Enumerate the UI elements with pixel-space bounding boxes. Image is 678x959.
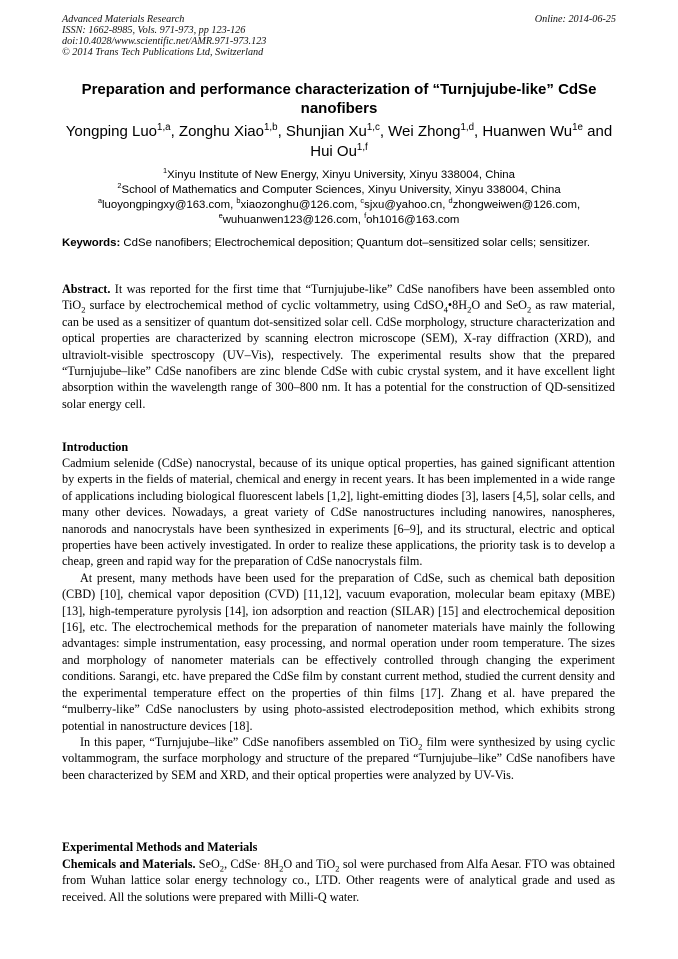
chemicals-paragraph: Chemicals and Materials. SeO$_2$, CdSe· $8H_2O$ and TiO$_2$ sol were purchased from Alfa Aesar. FTO was obtained from Wuhan lattice solar energy technology co., LTD. Other reagents were of analytical grade and used as received. All the solutions were prepared with Milli-Q water. bbox=[62, 857, 615, 904]
email: zhongweiwen@126.com bbox=[452, 199, 577, 211]
author: Hui Ou$^{1,f}$ bbox=[310, 142, 368, 160]
issn-line: ISSN: 1662-8985, Vols. 971-973, pp 123-126 bbox=[62, 25, 246, 36]
author: Yongping Luo$^{1,a}$, bbox=[65, 122, 179, 140]
journal-name: Advanced Materials Research bbox=[62, 14, 185, 25]
introduction-heading: Introduction bbox=[62, 440, 129, 454]
email: wuhuanwen123@126.com bbox=[222, 214, 358, 226]
paragraph: At present, many methods have been used for the preparation of CdSe, such as chemical bath deposition (CBD) [10], chemical vapor deposition (CVD) [11,12], vacuum evaporation, molecular beam epitaxy (MBE) [13], high-temperature pyrolysis [14], ion adsorption and reaction (SILAR) [15] and electrochemical deposition [16], etc. The electrochemical methods for the preparation of nanometer materials have mainly the following advantages: simple instrumentation, easy processing, and normal operation under room temperature. The sizes and morphology of nanometer materials can be effectively controlled through changing the experiment conditions. Sarangi, etc. have prepared the CdSe film by constant current method, studied the current density and the experimental temperature effect on the properties of thin films [17]. Zhang et al. have prepared the “mulberry-like” CdSe nanoclusters by using photo-assisted electrodeposition method, which exhibits strong potential in nanostructure devices [18]. bbox=[62, 570, 615, 733]
affiliations bbox=[55, 168, 623, 228]
author: Shunjian Xu$^{1,c}$, bbox=[285, 122, 389, 140]
doi-line: doi:10.4028/www.scientific.net/AMR.971-973.123 bbox=[62, 36, 267, 47]
author: Huanwen $Wu^{1e}$ and bbox=[482, 122, 613, 140]
introduction-body bbox=[62, 455, 615, 783]
affiliation-2: $^2$School of Mathematics and Computer Sciences, Xinyu University, Xinyu 338004, China bbox=[117, 181, 561, 196]
author: Zonghu Xiao$^{1,b}$, bbox=[178, 122, 286, 140]
paper-title: Preparation and performance characterization of “Turnjujube-like” CdSe nanofibers bbox=[81, 81, 597, 117]
affiliation-1: $^1$Xinyu Institute of New Energy, Xinyu University, Xinyu 338004, China bbox=[163, 166, 515, 181]
copyright-line: © 2014 Trans Tech Publications Ltd, Switzerland bbox=[62, 47, 264, 58]
experimental-heading: Experimental Methods and Materials bbox=[62, 840, 258, 854]
paragraph: In this paper, “Turnjujube–like” CdSe nanofibers assembled on TiO$_2$ film were synthesized by using cyclic voltammogram, the surface morphology and structure of the prepared “Turnjujube–like” CdSe nanofibers have been characterized by SEM and XRD, and their optical properties were analyzed by UV-Vis. bbox=[62, 734, 615, 782]
paragraph: Cadmium selenide (CdSe) nanocrystal, because of its unique optical properties, has gained significant attention by experts in the fields of material, chemical and energy in recent years. It has been implemented in a wide range of applications including biological fluorescent labels [1,2], light-emitting diodes [3], lasers [4,5], solar cells, and many other devices. Nowadays, a great variety of CdSe nanostructures including nanowires, nanospheres, nanorods and nanocrystals have been synthesized in experiments [6–9], and its structural, electric and optical properties have been actively investigated. In order to realize these applications, the priority task is to develop a cheap, green and rapid way for the preparation of CdSe nanocrystals film. bbox=[62, 456, 615, 569]
abstract: Abstract. It was reported for the first time that “Turnjujube-like” CdSe nanofibers have been assembled onto TiO$_2$ surface by electrochemical method of cyclic voltammetry, using $CdSO_4•8H_2O$ and SeO$_2$ as raw material, can be used as a sensitizer of quantum dot-sensitized solar cell. CdSe morphology, structure characterization and optical properties are characterized by scanning electron microscope (SEM), X-ray diffraction (XRD), and ultraviolt-visible spectroscopy (UV–Vis), respectively. The experimental results show that the prepared “Turnjujube–like” CdSe nanofibers are zinc blende CdSe with cubic crystal system, and it have excellent light absorption within the wavelength range of 300–800 nm. It has a potential for the construction of QD-sensitized solar energy cell. bbox=[62, 282, 615, 411]
chemicals-label: Chemicals and Materials. bbox=[62, 857, 196, 871]
keywords-text: CdSe nanofibers; Electrochemical deposition; Quantum dot–sensitized solar cells; sensitizer. bbox=[123, 237, 591, 249]
keywords-label: Keywords: bbox=[62, 237, 121, 249]
author-list bbox=[55, 122, 623, 162]
abstract-label: Abstract. bbox=[62, 282, 111, 296]
keywords bbox=[62, 236, 615, 252]
email-line-2: $^e$wuhuanwen123@126.com, $^f$oh1016@163.com bbox=[218, 211, 460, 226]
email: sjxu@yahoo.cn bbox=[364, 199, 443, 211]
author: Wei Zhong$^{1,d}$, bbox=[388, 122, 483, 140]
online-date: Online: 2014-06-25 bbox=[534, 14, 616, 25]
email: xiaozonghu@126.com bbox=[240, 199, 355, 211]
email: luoyongpingxy@163.com bbox=[102, 199, 231, 211]
journal-header bbox=[62, 14, 266, 58]
email: oh1016@163.com bbox=[366, 214, 460, 226]
email-line-1: $^a$luoyongpingxy@163.com, $^b$xiaozonghu@126.com, $^c$sjxu@yahoo.cn, $^d$zhongweiwen@126.com, bbox=[97, 196, 581, 211]
